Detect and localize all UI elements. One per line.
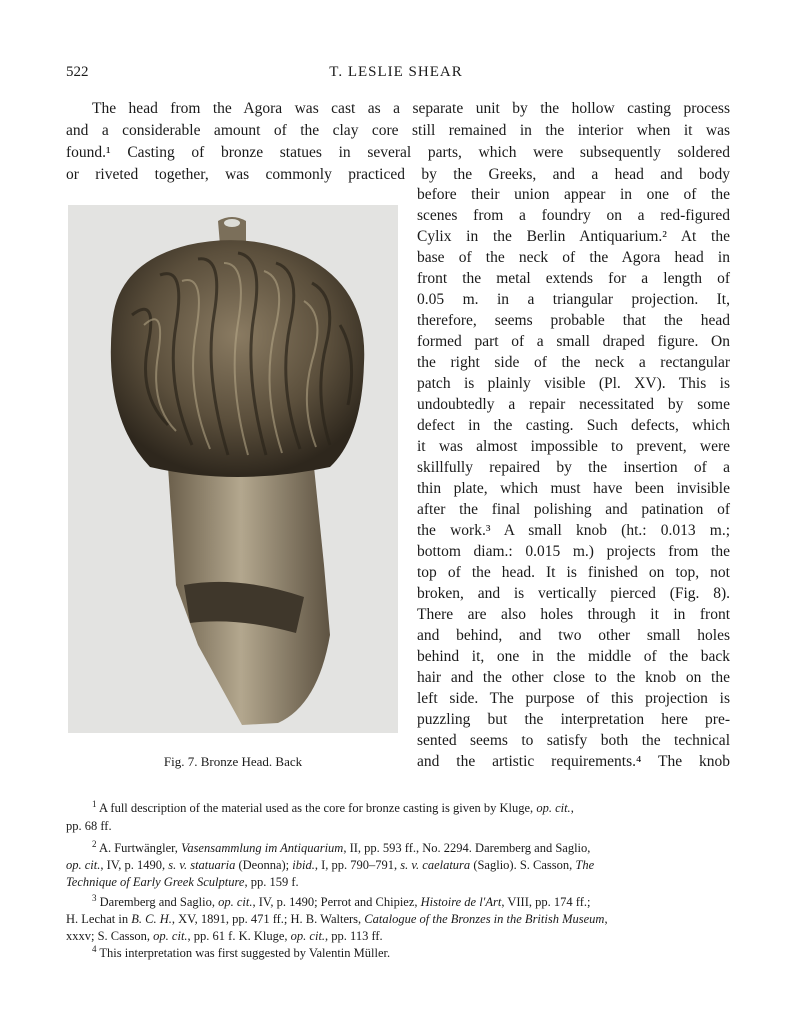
column-line: behind it, one in the middle of the back <box>417 648 730 665</box>
footnote-4: $^4$ This interpretation was first suggested by Valentin Müller. <box>92 943 391 960</box>
page-number: 522 <box>66 64 89 80</box>
body-line: found.¹ Casting of bronze statues in several parts, which were subsequently soldered <box>66 144 730 161</box>
column-line: There are also holes through it in front <box>417 606 730 623</box>
footnote-3-line: xxxv; S. Casson, op. cit., pp. 61 f. K. Kluge, op. cit., pp. 113 ff. <box>66 929 383 943</box>
column-line: sented seems to satisfy both the technical <box>417 732 730 749</box>
column-line: skillfully repaired by the insertion of a <box>417 459 730 476</box>
column-line: base of the neck of the Agora head in <box>417 249 730 266</box>
footnote-1-line: pp. 68 ff. <box>66 819 112 833</box>
column-line: therefore, seems probable that the head <box>417 312 730 329</box>
column-line: scenes from a foundry on a red-figured <box>417 207 730 224</box>
footnote-3-line: H. Lechat in B. C. H., XV, 1891, pp. 471 ff.; H. B. Walters, Catalogue of the Bronzes in the British Museum, <box>66 912 608 926</box>
figure-caption: Fig. 7. Bronze Head. Back <box>163 754 303 769</box>
column-line: hair and the other close to the knob on the <box>417 669 730 686</box>
column-line: the work.³ A small knob (ht.: 0.013 m.; <box>417 522 730 539</box>
column-line: undoubtedly a repair necessitated by some <box>417 396 730 413</box>
column-line: front the metal extends for a length of <box>417 270 730 287</box>
footnote-1: $^1$ A full description of the material used as the core for bronze casting is given by Kluge, op. cit., <box>92 798 574 815</box>
bronze-head-photo <box>68 205 398 733</box>
column-line: 0.05 m. in a triangular projection. It, <box>417 291 730 308</box>
column-line: Cylix in the Berlin Antiquarium.² At the <box>417 228 730 245</box>
column-line: broken, and is vertically pierced (Fig. 8). <box>417 585 730 602</box>
column-line: patch is plainly visible (Pl. XV). This is <box>417 375 730 392</box>
body-line: and a considerable amount of the clay core still remained in the interior when it was <box>66 122 730 139</box>
column-line: thin plate, which must have been invisible <box>417 480 730 497</box>
body-line: or riveted together, was commonly practiced by the Greeks, and a head and body <box>66 166 730 183</box>
column-line: defect in the casting. Such defects, which <box>417 417 730 434</box>
column-line: it was almost impossible to prevent, were <box>417 438 730 455</box>
bronze-head-illustration <box>68 205 398 733</box>
column-line: bottom diam.: 0.015 m.) projects from the <box>417 543 730 560</box>
column-line: the right side of the neck a rectangular <box>417 354 730 371</box>
footnote-2-line: op. cit., IV, p. 1490, s. v. statuaria (Deonna); ibid., I, pp. 790–791, s. v. caelatura (Saglio). S. Casson, The <box>66 858 595 872</box>
column-line: puzzling but the interpretation here pre- <box>417 711 730 728</box>
column-line: after the final polishing and patination of <box>417 501 730 518</box>
column-line: left side. The purpose of this projection is <box>417 690 730 707</box>
footnote-2-line: Technique of Early Greek Sculpture, pp. 159 f. <box>66 875 299 889</box>
footnote-3: $^3$ Daremberg and Saglio, op. cit., IV, p. 1490; Perrot and Chipiez, Histoire de l'Art, VIII, pp. 174 ff.; <box>92 892 591 909</box>
column-line: and the artistic requirements.⁴ The knob <box>417 753 730 770</box>
column-line: and behind, and two other small holes <box>417 627 730 644</box>
body-line: The head from the Agora was cast as a separate unit by the hollow casting process <box>92 100 730 117</box>
column-line: formed part of a small draped figure. On <box>417 333 730 350</box>
running-head: T. LESLIE SHEAR <box>329 64 463 80</box>
column-line: top of the head. It is finished on top, not <box>417 564 730 581</box>
footnote-2: $^2$ A. Furtwängler, Vasensammlung im Antiquarium, II, pp. 593 ff., No. 2294. Daremberg and Saglio, <box>92 838 591 855</box>
column-line: before their union appear in one of the <box>417 186 730 203</box>
